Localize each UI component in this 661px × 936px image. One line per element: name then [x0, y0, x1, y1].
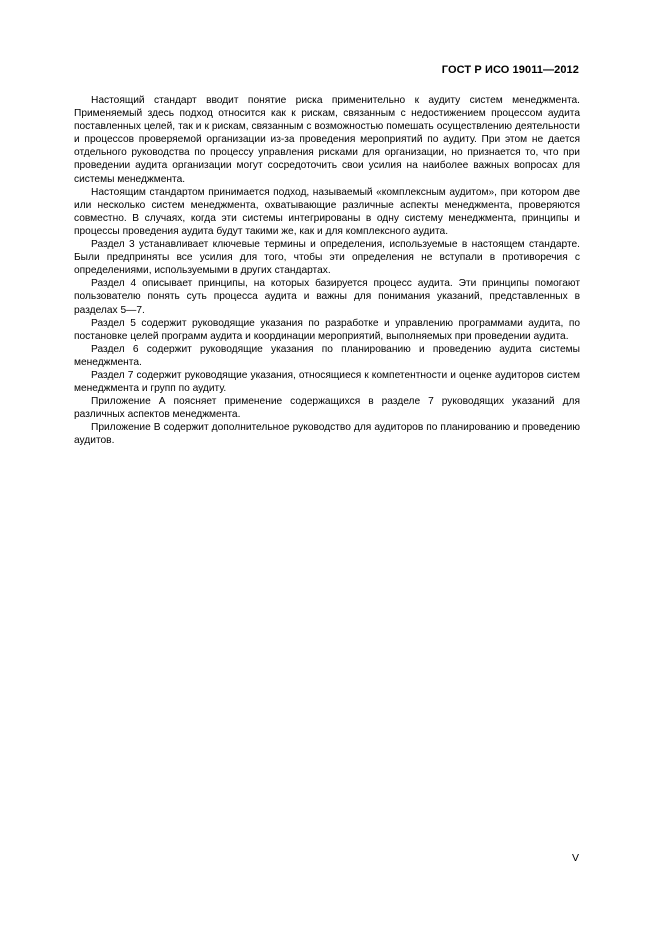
page-number: V — [571, 852, 579, 864]
paragraph-section-3: Раздел 3 устанавливает ключевые термины и определения, используемые в настоящем стандарте. Были предприняты все усилия для того, чтобы эти определения не вступали в противоречия с определениями, используемыми в других стандартах. — [74, 239, 580, 277]
paragraph-section-6: Раздел 6 содержит руководящие указания по планированию и проведению аудита системы менеджмента. — [74, 343, 580, 368]
paragraph-annex-b: Приложение В содержит дополнительное руководство для аудиторов по планированию и проведению аудитов. — [74, 422, 580, 447]
paragraph-annex-a: Приложение А поясняет применение содержащихся в разделе 7 руководящих указаний для различных аспектов менеджмента. — [74, 396, 580, 421]
body-text — [74, 94, 580, 448]
paragraph-combined-audit: Настоящим стандартом принимается подход, называемый «комплексным аудитом», при котором две или несколько систем менеджмента, охватывающие различные аспекты менеджмента, проверяются совместно. В случаях, когда эти системы интегрированы в одну систему менеджмента, принципы и процессы проведения аудита будут такими же, как и для комплексного аудита. — [74, 186, 580, 237]
paragraph-section-7: Раздел 7 содержит руководящие указания, относящиеся к компетентности и оценке аудиторов систем менеджмента и групп по аудиту. — [74, 369, 580, 395]
paragraph-section-4: Раздел 4 описывает принципы, на которых базируется процесс аудита. Эти принципы помогают пользователю понять суть процесса аудита и важны для понимания указаний, представленных в разделах 5—7. — [74, 278, 580, 316]
paragraph-risk: Настоящий стандарт вводит понятие риска применительно к аудиту систем менеджмента. Применяемый здесь подход относится как к рискам, связанным с недостижением процессом аудита поставленных целей, так и к рискам, связанным с возможностью помешать осуществлению деятельности и процессов проверяемой организации из-за проведения мероприятий по аудиту. При этом не дается отдельного руководства по процессу управления рисками для организации, но признается то, что при проведении аудита организации могут сосредоточить свои усилия на наиболее важных вопросах для системы менеджмента. — [74, 95, 580, 185]
document-code-header: ГОСТ Р ИСО 19011—2012 — [441, 64, 579, 76]
paragraph-section-5: Раздел 5 содержит руководящие указания по разработке и управлению программами аудита, по постановке целей программ аудита и координации мероприятий, выполняемых при проведении аудита. — [74, 317, 580, 342]
